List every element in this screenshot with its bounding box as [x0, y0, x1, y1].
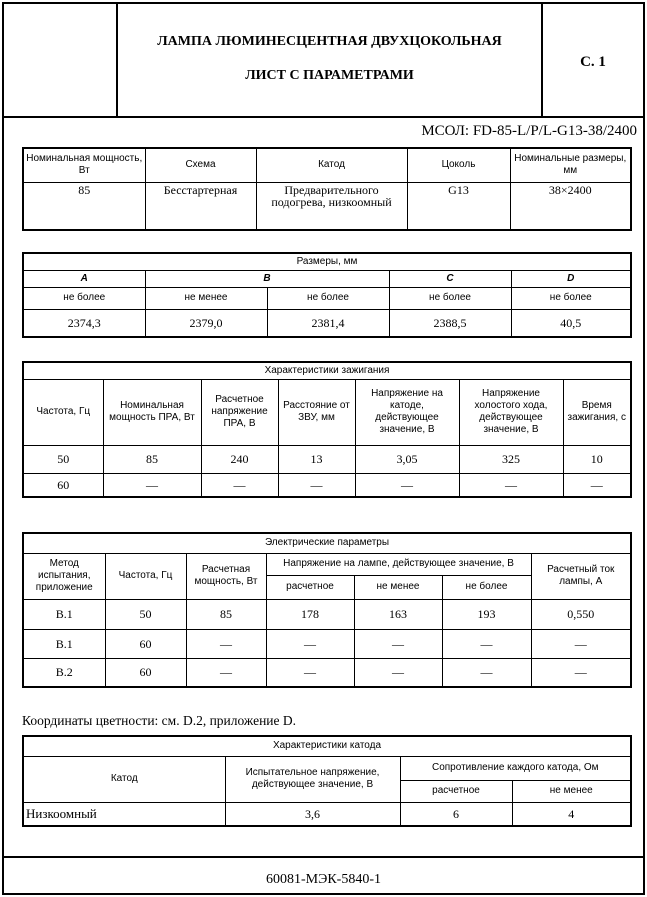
- header-cell: Напряжение на лампе, действующее значение, В: [266, 553, 531, 575]
- cell: —: [201, 473, 278, 497]
- header-cell: Номинальные размеры, мм: [510, 148, 631, 182]
- divider: [116, 4, 118, 116]
- cell: —: [186, 629, 266, 658]
- cell: —: [266, 629, 354, 658]
- sub-header: расчетное: [400, 780, 512, 802]
- cell: —: [103, 473, 201, 497]
- sub-header: не более: [442, 575, 531, 599]
- sub-header: не более: [511, 287, 631, 309]
- cell: 13: [278, 445, 355, 473]
- cell: 325: [459, 445, 563, 473]
- title-line-1: ЛАМПА ЛЮМИНЕСЦЕНТНАЯ ДВУХЦОКОЛЬНАЯ: [157, 34, 502, 49]
- header-cell: Схема: [145, 148, 256, 182]
- footer-code: 60081-МЭК-5840-1: [265, 872, 381, 887]
- header-cell: Напряжение холостого хода, действующее значение, В: [459, 379, 563, 445]
- cell: 240: [201, 445, 278, 473]
- sub-header: не более: [23, 287, 145, 309]
- cell: 50: [105, 599, 186, 629]
- chromaticity-note: Координаты цветности: см. D.2, приложение D.: [22, 713, 297, 728]
- header-cell: Время зажигания, с: [563, 379, 631, 445]
- cell: 50: [23, 445, 103, 473]
- lamp-designation: МСОЛ: FD-85-L/P/L-G13-38/2400: [421, 123, 637, 139]
- cell: —: [354, 629, 442, 658]
- cell: 60: [23, 473, 103, 497]
- cell: 178: [266, 599, 354, 629]
- cell: B.1: [23, 599, 105, 629]
- cell: Предварительного подогрева, низкоомный: [256, 182, 407, 230]
- cell: —: [266, 658, 354, 687]
- title-line-2: ЛИСТ С ПАРАМЕТРАМИ: [245, 68, 414, 83]
- header-cell: Частота, Гц: [105, 553, 186, 599]
- header-cell: Расчетное напряжение ПРА, В: [201, 379, 278, 445]
- sub-header: не более: [267, 287, 389, 309]
- cell: 10: [563, 445, 631, 473]
- sub-header: расчетное: [266, 575, 354, 599]
- table-title: Характеристики зажигания: [23, 362, 631, 379]
- header: [4, 4, 643, 118]
- cell: 60: [105, 658, 186, 687]
- cell: Низкоомный: [23, 802, 225, 826]
- cell: —: [355, 473, 459, 497]
- header-cell: Номинальная мощность ПРА, Вт: [103, 379, 201, 445]
- cell: 85: [23, 182, 145, 230]
- dimensions-table: [22, 252, 632, 338]
- cell: 3,05: [355, 445, 459, 473]
- cell: 163: [354, 599, 442, 629]
- header-cell: Катод: [23, 756, 225, 802]
- cell: 38×2400: [510, 182, 631, 230]
- cell: —: [354, 658, 442, 687]
- sub-header: не менее: [354, 575, 442, 599]
- cell: 2388,5: [389, 309, 511, 337]
- header-cell: Расчетная мощность, Вт: [186, 553, 266, 599]
- cell: —: [442, 658, 531, 687]
- page-number: С. 1: [580, 54, 606, 70]
- ignition-table: [22, 361, 632, 498]
- group-b: B: [145, 270, 389, 287]
- footer-divider: [4, 856, 643, 858]
- cell: —: [278, 473, 355, 497]
- cell: 60: [105, 629, 186, 658]
- cell: —: [186, 658, 266, 687]
- header-cell: Напряжение на катоде, действующее значение, В: [355, 379, 459, 445]
- cell: 0,550: [531, 599, 631, 629]
- cell: 6: [400, 802, 512, 826]
- header-cell: Цоколь: [407, 148, 510, 182]
- cell: —: [531, 658, 631, 687]
- cell: —: [531, 629, 631, 658]
- header-cell: Метод испытания, приложение: [23, 553, 105, 599]
- group-c: C: [389, 270, 511, 287]
- general-table: [22, 147, 632, 231]
- header-cell: Испытательное напряжение, действующее значение, В: [225, 756, 400, 802]
- cell: 193: [442, 599, 531, 629]
- electrical-table: [22, 532, 632, 688]
- cathode-table: [22, 735, 632, 827]
- cell: —: [563, 473, 631, 497]
- sub-header: не более: [389, 287, 511, 309]
- cell: 85: [103, 445, 201, 473]
- group-d: D: [511, 270, 631, 287]
- header-cell: Катод: [256, 148, 407, 182]
- group-a: A: [23, 270, 145, 287]
- header-cell: Частота, Гц: [23, 379, 103, 445]
- cell: Бесстартерная: [145, 182, 256, 230]
- cell: 85: [186, 599, 266, 629]
- cell: 3,6: [225, 802, 400, 826]
- cell: B.1: [23, 629, 105, 658]
- cell: 40,5: [511, 309, 631, 337]
- sub-header: не менее: [512, 780, 631, 802]
- cell: 4: [512, 802, 631, 826]
- cell: 2374,3: [23, 309, 145, 337]
- cell: 2379,0: [145, 309, 267, 337]
- sub-header: не менее: [145, 287, 267, 309]
- cell: G13: [407, 182, 510, 230]
- cell: —: [459, 473, 563, 497]
- table-title: Электрические параметры: [23, 533, 631, 553]
- cell: 2381,4: [267, 309, 389, 337]
- header-cell: Расстояние от ЗВУ, мм: [278, 379, 355, 445]
- table-title: Размеры, мм: [23, 253, 631, 270]
- page-frame: [2, 2, 645, 895]
- cell: B.2: [23, 658, 105, 687]
- cell: —: [442, 629, 531, 658]
- header-cell: Расчетный ток лампы, А: [531, 553, 631, 599]
- table-title: Характеристики катода: [23, 736, 631, 756]
- header-cell: Номинальная мощность, Вт: [23, 148, 145, 182]
- header-cell: Сопротивление каждого катода, Ом: [400, 756, 631, 780]
